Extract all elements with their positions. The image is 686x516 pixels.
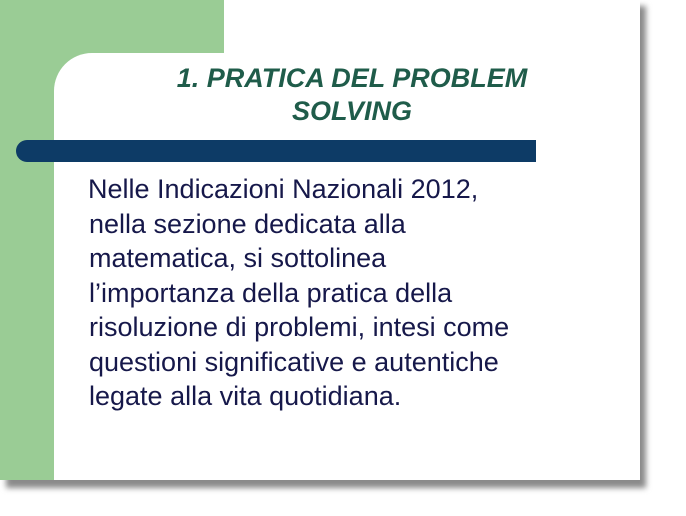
title-divider-bar — [16, 140, 536, 162]
title-line-2: SOLVING — [291, 96, 413, 126]
body-line-7: legate alla vita quotidiana. — [89, 381, 402, 411]
body-line-5: risoluzione di problemi, intesi come — [89, 312, 510, 342]
body-line-3: matematica, si sottolinea — [89, 243, 387, 273]
slide-body-text — [80, 172, 620, 414]
slide-title — [112, 62, 592, 128]
body-line-1: Nelle Indicazioni Nazionali 2012, — [88, 174, 479, 204]
body-line-6: questioni significative e autentiche — [89, 346, 499, 377]
body-line-4: l’importanza della pratica della — [89, 277, 453, 308]
title-line-1: 1. PRATICA DEL PROBLEM — [176, 63, 528, 93]
body-line-2: nella sezione dedicata alla — [89, 208, 406, 239]
